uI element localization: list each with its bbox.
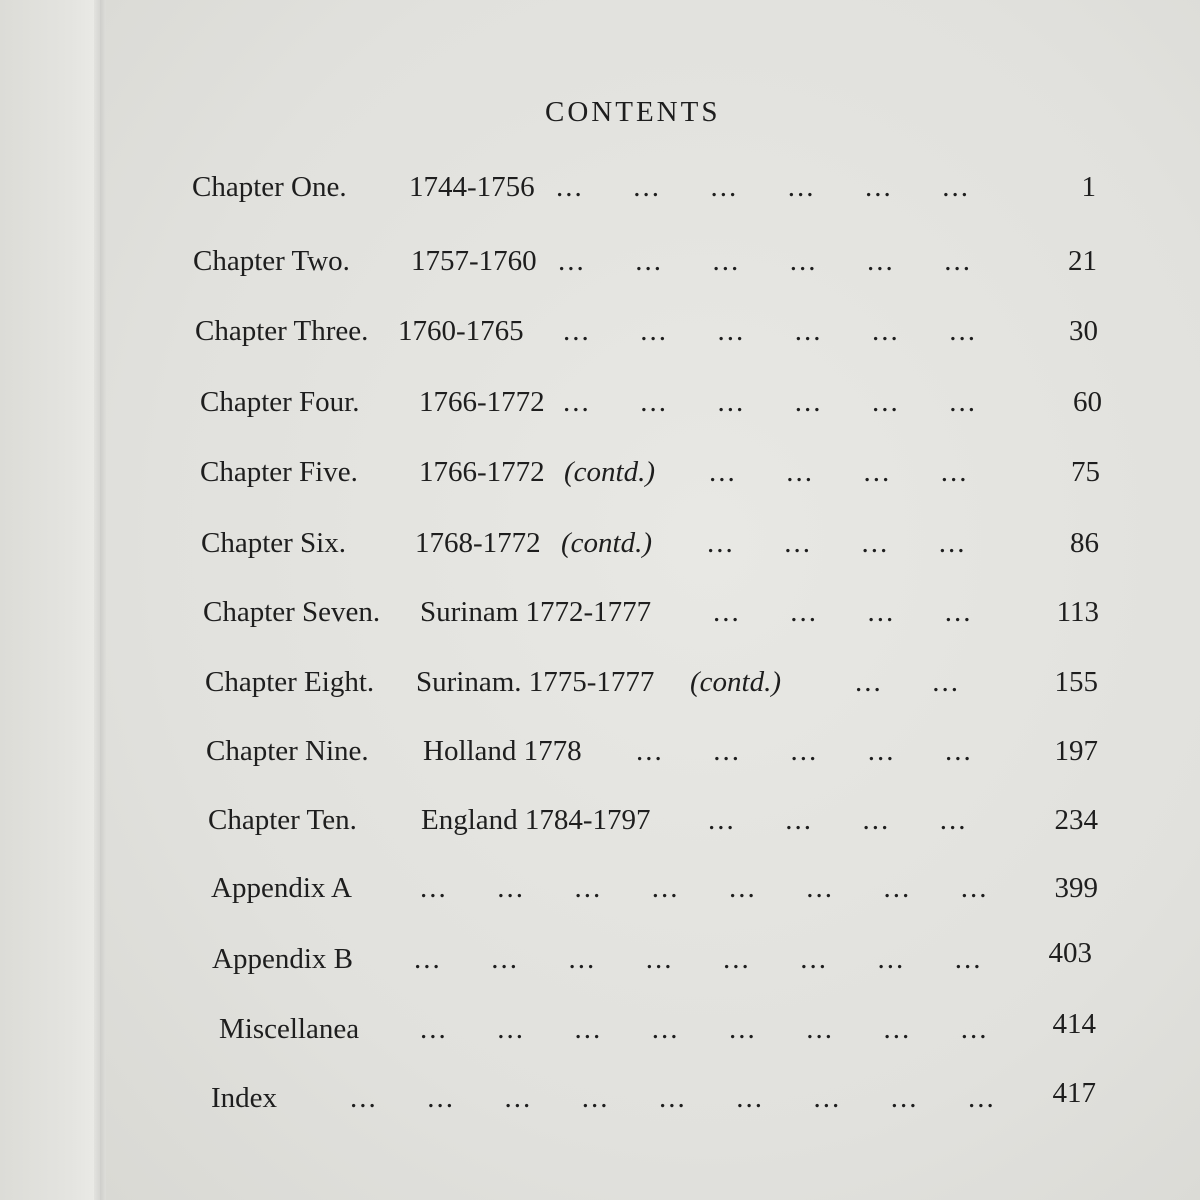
entry-continued: (contd.) (561, 527, 652, 559)
dot-leader: ... ... ... ... ... ... (563, 386, 977, 418)
entry-page-number: 417 (1052, 1077, 1096, 1109)
entry-label: Chapter One. (192, 171, 347, 203)
entry-page-number: 86 (1070, 527, 1099, 559)
entry-page-number: 234 (1054, 804, 1098, 836)
toc-entry-chapter-ten (0, 803, 1200, 837)
toc-entry-index (0, 1077, 1200, 1115)
entry-label: Appendix A (211, 872, 352, 904)
entry-page-number: 1 (1081, 171, 1096, 203)
toc-entry-chapter-five (0, 455, 1200, 489)
entry-label: Chapter Eight. (205, 666, 375, 698)
entry-continued: (contd.) (564, 456, 655, 488)
entry-page-number: 414 (1052, 1008, 1096, 1040)
entry-page-number: 113 (1056, 596, 1099, 628)
dot-leader: ... ... ... ... ... ... (563, 315, 977, 347)
entry-dates: 1760-1765 (398, 315, 524, 347)
dot-leader: ... ... ... ... ... ... (556, 171, 970, 203)
entry-page-number: 60 (1073, 386, 1102, 418)
toc-entry-chapter-one (0, 170, 1200, 204)
toc-entry-chapter-six (0, 526, 1200, 560)
toc-entry-appendix-b (0, 937, 1200, 976)
toc-entry-chapter-four (0, 385, 1200, 419)
entry-label: Chapter Seven. (203, 596, 381, 628)
entry-label: Chapter Five. (200, 456, 358, 488)
toc-entry-chapter-nine (0, 734, 1200, 768)
entry-page-number: 403 (1048, 937, 1092, 969)
entry-label: Chapter Six. (201, 527, 346, 559)
entry-page-number: 155 (1054, 666, 1098, 698)
dot-leader: ... ... ... ... ... ... (558, 245, 972, 277)
dot-leader: ... ... ... ... ... (636, 735, 973, 767)
entry-dates: Holland 1778 (423, 735, 582, 767)
dot-leader: ... ... ... ... ... ... ... ... (414, 943, 983, 975)
entry-page-number: 399 (1054, 872, 1098, 904)
entry-dates: 1766-1772 (419, 386, 545, 418)
entry-label: Miscellanea (219, 1013, 360, 1045)
entry-dates: England 1784-1797 (421, 804, 651, 836)
dot-leader: ... ... ... ... (709, 456, 969, 488)
entry-dates: 1768-1772 (415, 527, 541, 559)
entry-dates: Surinam. 1775-1777 (416, 666, 655, 698)
entry-label: Appendix B (212, 943, 353, 975)
entry-label: Chapter Three. (195, 315, 369, 347)
entry-continued: (contd.) (690, 666, 781, 698)
toc-entry-miscellanea (0, 1008, 1200, 1046)
toc-entry-chapter-three (0, 314, 1200, 348)
entry-dates: 1744-1756 (409, 171, 535, 203)
entry-label: Chapter Nine. (206, 735, 369, 767)
entry-dates: 1766-1772 (419, 456, 545, 488)
entry-label: Chapter Two. (193, 245, 350, 277)
dot-leader: ... ... ... ... (713, 596, 973, 628)
dot-leader: ... ... ... ... (707, 527, 967, 559)
entry-label: Chapter Ten. (208, 804, 357, 836)
dot-leader: ... ... (855, 666, 960, 698)
entry-page-number: 75 (1071, 456, 1100, 488)
dot-leader: ... ... ... ... ... ... ... ... (420, 872, 989, 904)
toc-entry-chapter-eight (0, 665, 1200, 699)
dot-leader: ... ... ... ... ... ... ... ... (420, 1013, 989, 1045)
entry-dates: 1757-1760 (411, 245, 537, 277)
toc-entry-appendix-a (0, 871, 1200, 905)
dot-leader: ... ... ... ... (708, 804, 968, 836)
contents-heading: CONTENTS (545, 96, 721, 128)
toc-entry-chapter-seven (0, 595, 1200, 629)
entry-dates: Surinam 1772-1777 (420, 596, 652, 628)
entry-page-number: 30 (1069, 315, 1098, 347)
entry-label: Chapter Four. (200, 386, 360, 418)
toc-entry-chapter-two (0, 244, 1200, 278)
dot-leader: ... ... ... ... ... ... ... ... ... (350, 1082, 996, 1114)
entry-label: Index (211, 1082, 278, 1114)
entry-page-number: 21 (1068, 245, 1097, 277)
entry-page-number: 197 (1054, 735, 1098, 767)
